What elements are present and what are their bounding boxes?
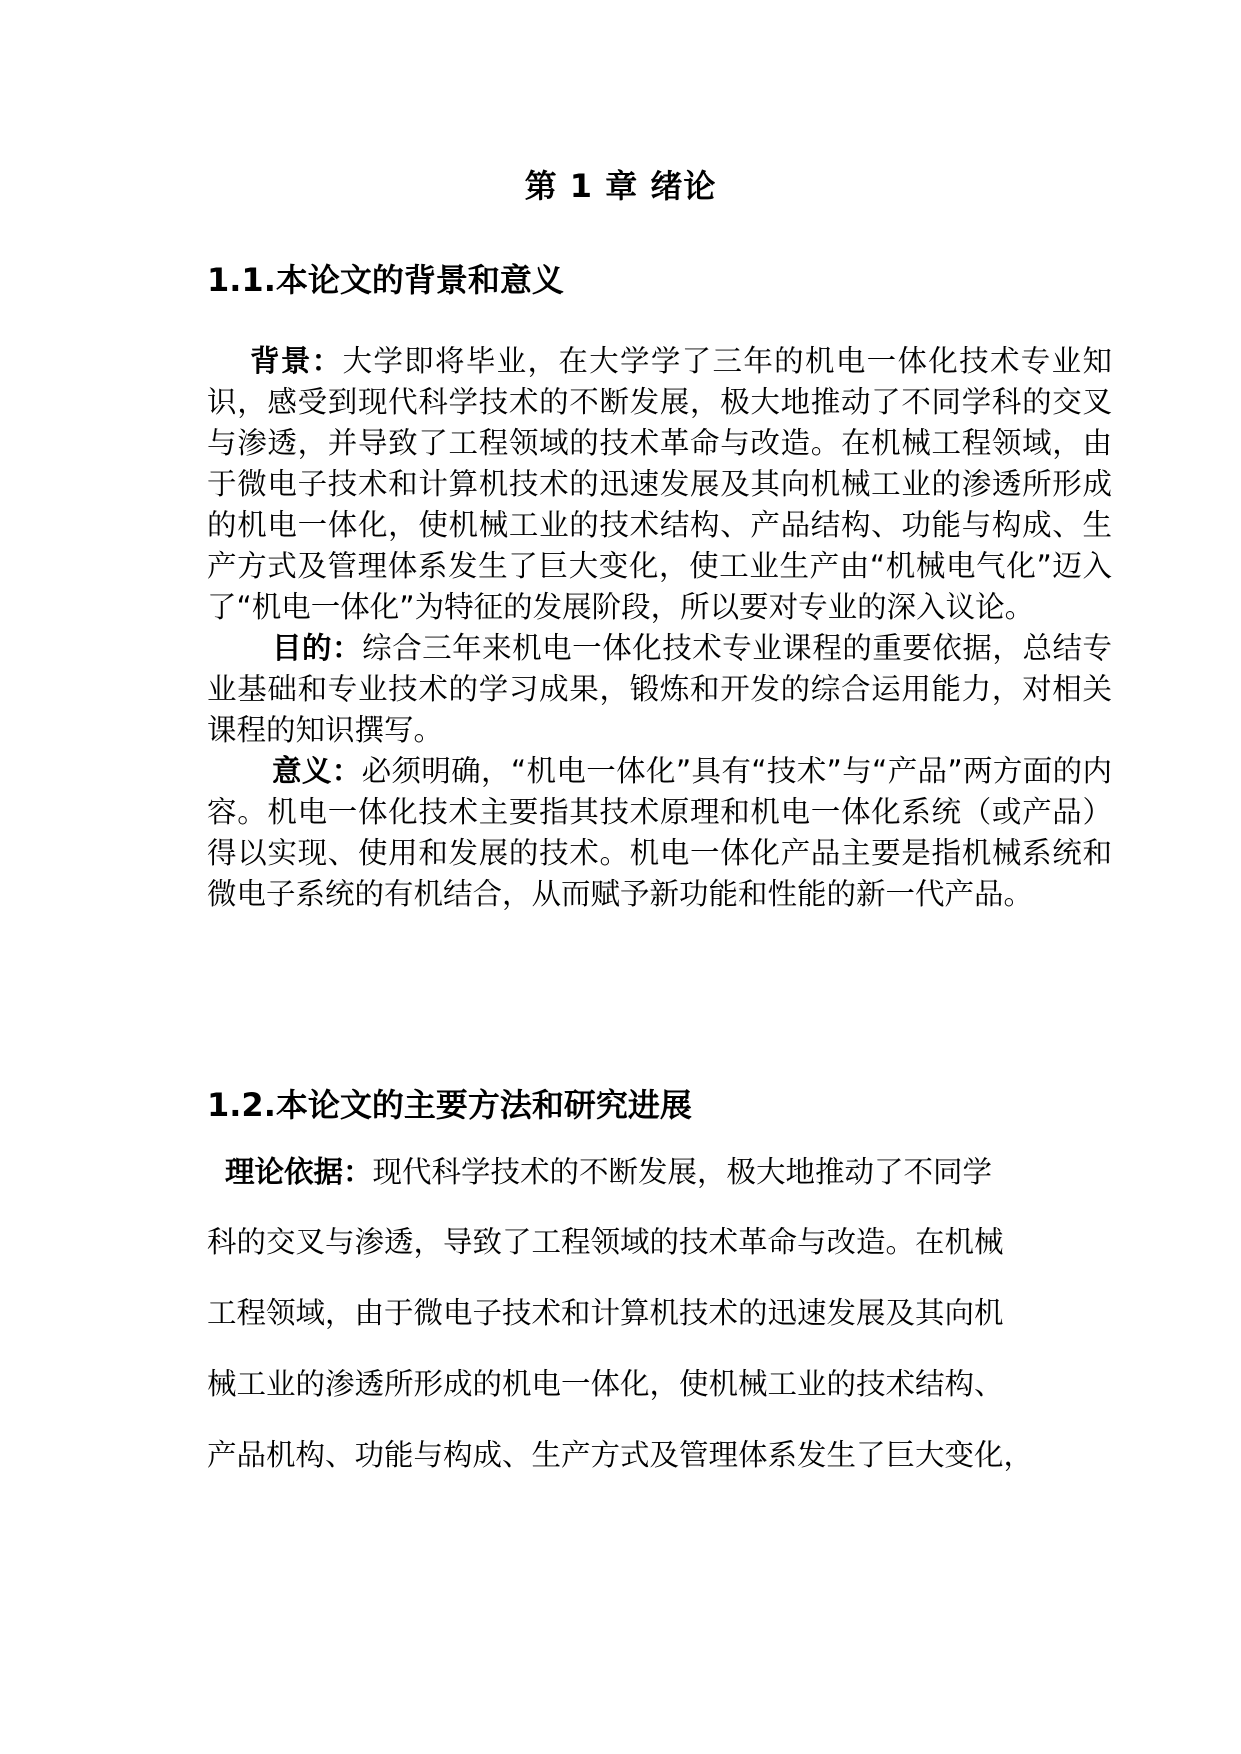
chapter-title: 第 1 章 绪论 [524, 167, 717, 205]
paragraph-background [207, 341, 1112, 628]
label-theory: 理论依据： [225, 1155, 373, 1189]
theory-line-3: 工程领域，由于微电子技术和计算机技术的迅速发展及其向机 [207, 1296, 1004, 1330]
text-purpose: 综合三年来机电一体化技术专业课程的重要依据，总结专业基础和专业技术的学习成果，锻炼和开发的综合运用能力，对相关课程的知识撰写。 [207, 631, 1112, 747]
theory-line-4: 械工业的渗透所形成的机电一体化，使机械工业的技术结构、 [207, 1367, 1004, 1401]
theory-line-2: 科的交叉与渗透，导致了工程领域的技术革命与改造。在机械 [207, 1225, 1004, 1259]
section-heading-1-1: 1.1.本论文的背景和意义 [207, 261, 564, 299]
label-background: 背景： [250, 344, 343, 378]
text-background: 大学即将毕业，在大学学了三年的机电一体化技术专业知识，感受到现代科学技术的不断发展，极大地推动了不同学科的交叉与渗透，并导致了工程领域的技术革命与改造。在机械工程领域，由于微电子技术和计算机技术的迅速发展及其向机械工业的渗透所形成的机电一体化，使机械工业的技术结构、产品结构、功能与构成、生产方式及管理体系发生了巨大变化，使工业生产由“机械电气化”迈入了“机电一体化”为特征的发展阶段，所以要对专业的深入议论。 [207, 344, 1112, 624]
label-purpose: 目的： [272, 631, 363, 665]
theory-line-5: 产品机构、功能与构成、生产方式及管理体系发生了巨大变化， [207, 1438, 1034, 1472]
text-significance: 必须明确，“机电一体化”具有“技术”与“产品”两方面的内容。机电一体化技术主要指其技术原理和机电一体化系统（或产品）得以实现、使用和发展的技术。机电一体化产品主要是指机械系统和微电子系统的有机结合，从而赋予新功能和性能的新一代产品。 [207, 754, 1112, 911]
theory-text-line-1: 现代科学技术的不断发展，极大地推动了不同学 [372, 1155, 993, 1189]
paragraph-significance [207, 751, 1112, 915]
paragraph-purpose [207, 628, 1112, 751]
section-1-1-body [207, 341, 1112, 915]
section-heading-1-2: 1.2.本论文的主要方法和研究进展 [207, 1086, 692, 1124]
theory-line-1 [225, 1152, 992, 1193]
label-significance: 意义： [272, 754, 362, 788]
